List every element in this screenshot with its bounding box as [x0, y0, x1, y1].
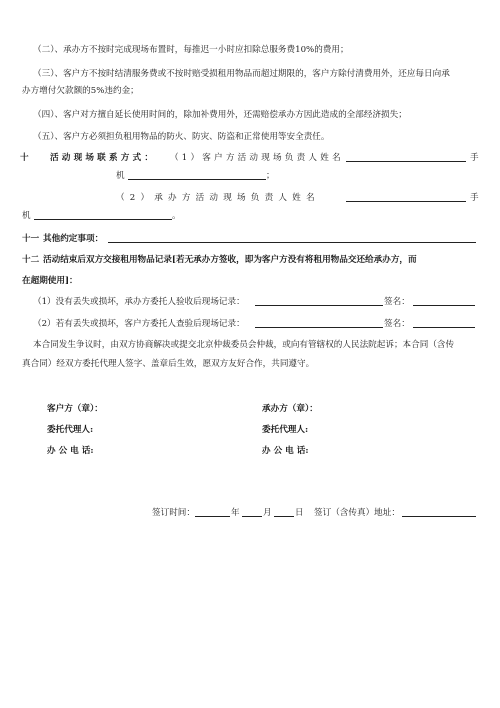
- section-12-item-2-sign-label: 签名：: [384, 319, 410, 329]
- section-11-title: 其他约定事项：: [43, 234, 104, 244]
- vendor-agent-label: 委托代理人:: [262, 425, 309, 435]
- section-10-item-2-phone-label-cont: 机: [22, 211, 31, 221]
- sign-year-field: [195, 507, 230, 521]
- section-10-item-2-phone-field: [34, 210, 172, 224]
- vendor-phone-label: 办 公 电 话:: [262, 446, 309, 456]
- section-10-title: 活动现场联系方式：: [50, 153, 157, 163]
- sign-day-label: 日: [295, 508, 304, 518]
- section-12-item-2-record-field: [255, 318, 383, 332]
- vendor-party-seal: 承办方（章）：: [262, 404, 318, 414]
- dispute-clause-line-1: 本合同发生争议时，由双方协商解决或提交北京仲裁委员会仲裁，或向有管辖权的人民法院起诉；本合同（含传: [33, 340, 455, 350]
- section-10-item-1-phone-field: [128, 170, 266, 184]
- clause-5: （五）、客户方必须担负租用物品的防火、防灾、防盗和正常使用等安全责任。: [33, 132, 330, 142]
- section-10-item-1-phone-label: 手: [470, 153, 479, 163]
- section-12-item-2-sign-field: [413, 318, 475, 332]
- clause-2: （二）、承办方不按时完成现场布置时，每推迟一小时应扣除总服务费10%的费用；: [33, 45, 349, 55]
- dispute-clause-line-2: 真合同）经双方委托代理人签字、盖章后生效，愿双方友好合作，共同遵守。: [22, 359, 315, 369]
- sign-place-field: [402, 507, 476, 521]
- sign-time-label: 签订时间：: [152, 508, 195, 518]
- section-10-item-2-end: 。: [172, 211, 181, 221]
- sign-day-field: [274, 507, 294, 521]
- clause-3-line-1: （三）、客户方不按时结清服务费或不按时赔受损租用物品而超过期限的，客户方除付清费用外，还应每日向承: [33, 69, 450, 79]
- section-10-item-2-label: （2）承办方活动现场负责人姓名: [116, 193, 320, 203]
- section-10-item-1-phone-label-cont: 机: [116, 171, 125, 181]
- sign-month-field: [242, 507, 262, 521]
- client-party-seal: 客户方（章）：: [47, 404, 103, 414]
- section-10-number: 十: [20, 153, 29, 163]
- section-10-item-1-name-field: [346, 152, 466, 166]
- sign-place-label: 签订（含传真）地址：: [314, 508, 400, 518]
- section-12-title: 活动结束后双方交接租用物品记录[若无承办方签收，即为客户方没有将租用物品交还给承办方，而: [43, 255, 417, 265]
- section-10-item-1-label: （1）客户方活动现场负责人姓名: [170, 153, 344, 163]
- sign-year-label: 年: [231, 508, 240, 518]
- client-phone-label: 办 公 电 话:: [47, 446, 94, 456]
- section-12-number: 十二: [22, 255, 40, 265]
- section-12-item-2-label: （2）若有丢失或损坏，客户方委托人查验后现场记录：: [33, 319, 245, 329]
- section-12-item-1-record-field: [255, 296, 383, 310]
- section-10-item-2-phone-label: 手: [470, 193, 479, 203]
- section-12-item-1-label: （1）没有丢失或损坏，承办方委托人验收后现场记录：: [33, 297, 245, 307]
- section-10-item-1-end: ；: [266, 171, 275, 181]
- section-12-title-cont: 在超期使用]：: [22, 276, 78, 286]
- section-12-item-1-sign-field: [413, 296, 475, 310]
- client-agent-label: 委托代理人:: [47, 425, 94, 435]
- section-10-item-2-name-field: [346, 192, 466, 206]
- section-12-item-1-sign-label: 签名：: [384, 297, 410, 307]
- section-11-field: [108, 233, 476, 247]
- clause-4: （四）、客户对方擅自延长使用时间的，除加补费用外，还需赔偿承办方因此造成的全部经济损失；: [33, 110, 407, 120]
- sign-month-label: 月: [263, 508, 272, 518]
- section-11-number: 十一: [22, 234, 40, 244]
- clause-3-line-2: 办方增付欠款额的5%违约金；: [22, 86, 139, 96]
